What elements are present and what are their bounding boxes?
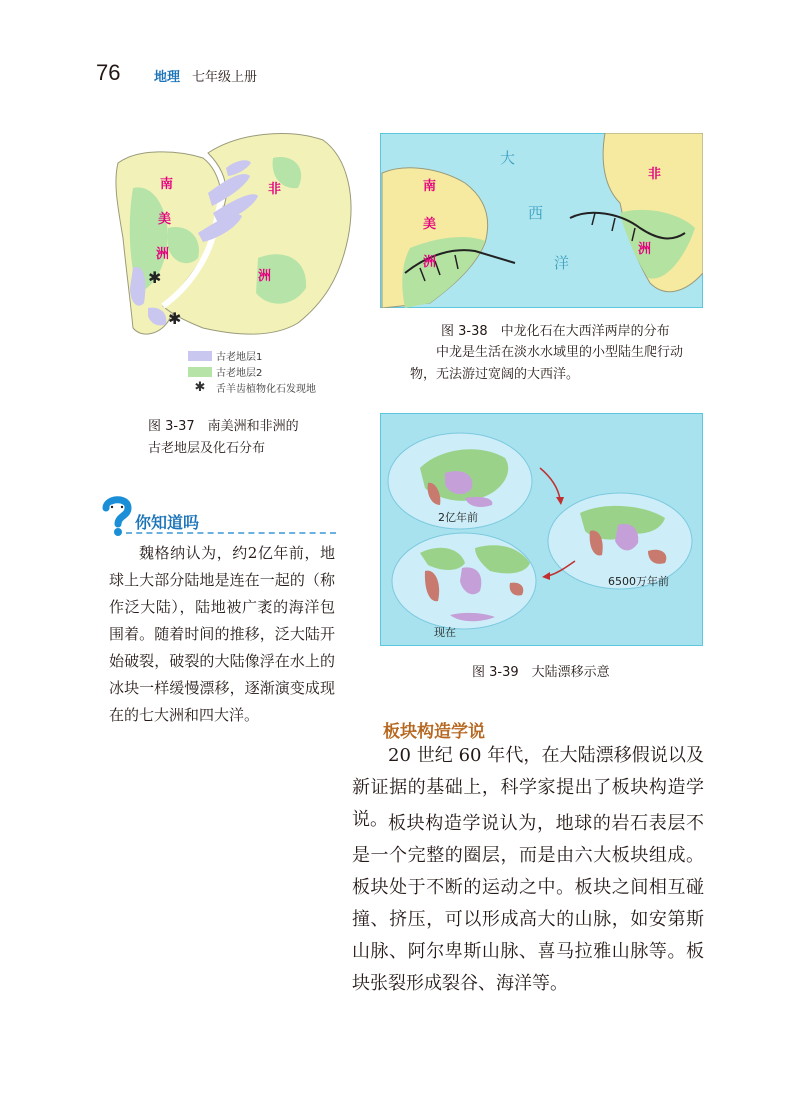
question-mascot-icon: [100, 494, 134, 536]
fig38-label-sa1: 南: [423, 179, 437, 194]
fig37-caption-line2: 古老地层及化石分布: [148, 441, 266, 456]
legend-item-layer1: [188, 348, 262, 363]
fig39-label-stage2: 6500万年前: [608, 575, 669, 588]
fossil-mark-icon: ✱: [194, 380, 206, 395]
fig39-diagram: [380, 413, 703, 646]
header-book-title: 七年级上册: [192, 70, 258, 85]
fig38-label-af1: 非: [648, 167, 662, 182]
fig38-label-af2: 洲: [638, 242, 652, 257]
legend-label: 古老地层1: [216, 352, 263, 363]
fig38-label-ocean2: 西: [528, 204, 544, 222]
legend-label: 舌羊齿植物化石发现地: [216, 384, 316, 395]
page-number: 76: [96, 60, 121, 85]
fig38-label-sa3: 洲: [423, 255, 437, 270]
fossil-mark-icon: ✱: [168, 309, 182, 328]
fig39-caption: 图 3-39 大陆漂移示意: [472, 665, 610, 680]
fig38-caption: 图 3-38 中龙化石在大西洋两岸的分布: [441, 324, 670, 339]
section-heading: 板块构造学说: [383, 722, 485, 742]
fig37-map: [108, 128, 358, 348]
sidebar-divider: [126, 532, 336, 534]
header-subject: 地理: [154, 70, 181, 85]
fig38-label-sa2: 美: [423, 217, 437, 232]
sidebar-text: 魏格纳认为，约2亿年前，地球上大部分陆地是连在一起的（称作泛大陆），陆地被广袤的海洋包围着。随着时间的推移，泛大陆开始破裂，破裂的大陆像浮在水上的冰块一样缓慢漂移，逐渐演变成现在的七大洲和四大洋。: [109, 544, 335, 724]
legend-item-fossil: [188, 380, 316, 395]
fig38-label-ocean3: 洋: [554, 254, 570, 272]
fig37-label-sa1: 南: [160, 177, 174, 192]
section-paragraph-2: 板块构造学说认为，地球的岩石表层不是一个完整的圈层，而是由六大板块组成。板块处于不断的运动之中。板块之间相互碰撞、挤压，可以形成高大的山脉，如安第斯山脉、阿尔卑斯山脉、喜马拉雅山脉等。板块张裂形成裂谷、海洋等。: [352, 813, 704, 994]
fig37-label-sa2: 美: [158, 212, 172, 227]
section-paragraph-1: 20 世纪 60 年代，在大陆漂移假说以及新证据的基础上，科学家提出了板块构造学说。: [352, 745, 704, 830]
fig39-label-stage1: 2亿年前: [438, 511, 478, 524]
legend-item-layer2: [188, 364, 262, 379]
sidebar-title: 你知道吗: [135, 513, 200, 532]
fig39-label-stage3: 现在: [434, 626, 456, 639]
fossil-mark-icon: ✱: [148, 268, 162, 287]
fig38-map: [380, 133, 703, 308]
legend-swatch: [188, 367, 212, 377]
fig37-caption-line1: 图 3-37 南美洲和非洲的: [148, 419, 299, 434]
fig38-label-ocean1: 大: [500, 149, 516, 167]
fig37-label-af1: 非: [268, 182, 282, 197]
fig37-label-af2: 洲: [258, 269, 272, 284]
legend-label: 古老地层2: [216, 368, 263, 379]
fig38-description: 中龙是生活在淡水水域里的小型陆生爬行动物，无法游过宽阔的大西洋。: [410, 345, 684, 382]
fig37-label-sa3: 洲: [156, 247, 170, 262]
legend-swatch: [188, 351, 212, 361]
